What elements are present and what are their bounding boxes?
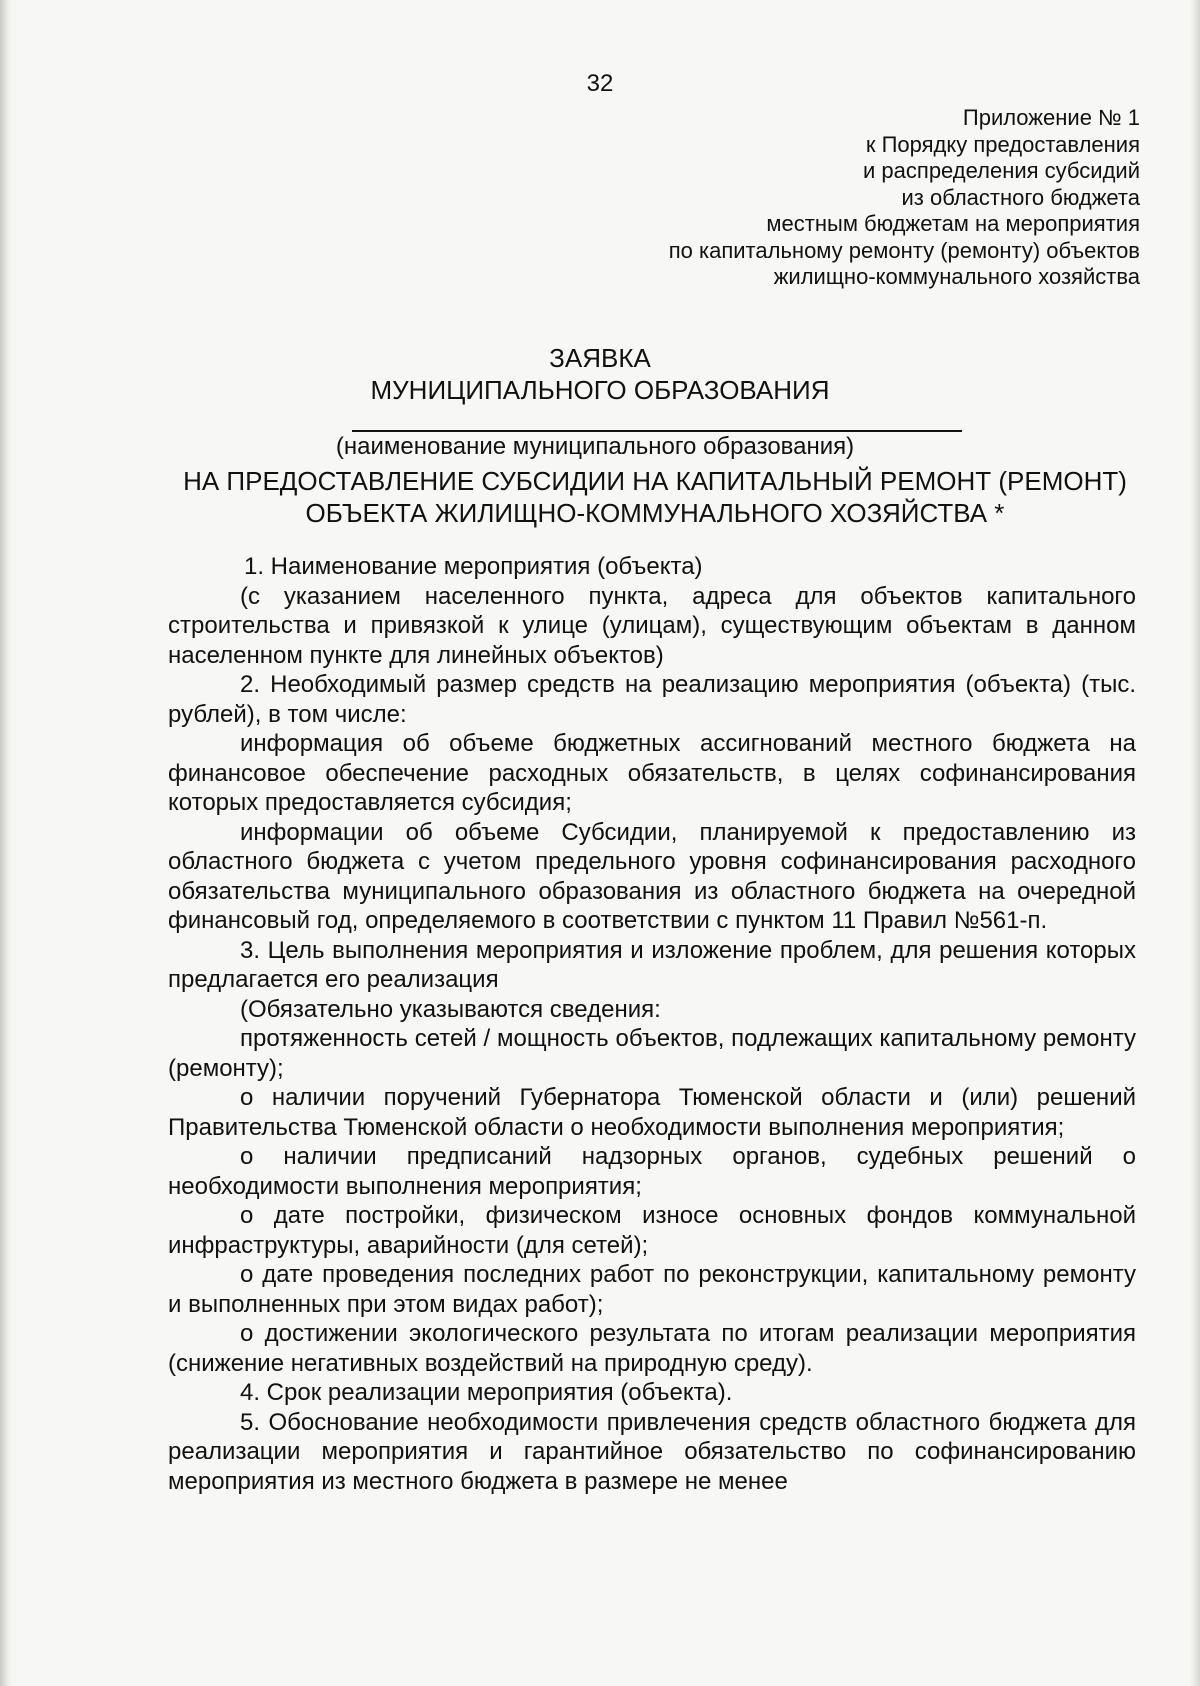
paragraph-budget-info: информация об объеме бюджетных ассигнований местного бюджета на финансовое обеспечение расходных обязательств, в целях софинансирования которых предоставляется субсидия; xyxy=(168,730,1136,816)
appendix-line: из областного бюджета xyxy=(901,184,1140,210)
document-title xyxy=(0,342,1200,406)
municipality-name-blank xyxy=(352,430,962,432)
document-body xyxy=(168,552,1136,1496)
title-line: МУНИЦИПАЛЬНОГО ОБРАЗОВАНИЯ xyxy=(370,375,830,405)
municipality-name-caption: (наименование муниципального образования) xyxy=(335,433,855,460)
appendix-line: местным бюджетам на мероприятия xyxy=(766,211,1140,236)
paragraph-required-info: (Обязательно указываются сведения: xyxy=(240,995,661,1023)
subtitle-line: НА ПРЕДОСТАВЛЕНИЕ СУБСИДИИ НА КАПИТАЛЬНЫЙ РЕМОНТ (РЕМОНТ) xyxy=(183,466,1127,496)
appendix-line: по капитальному ремонту (ремонту) объектов xyxy=(668,237,1140,263)
paragraph-item-2: 2. Необходимый размер средств на реализацию мероприятия (объекта) (тыс. рублей), в том числе: xyxy=(168,671,1136,728)
appendix-line: к Порядку предоставления xyxy=(865,131,1140,157)
paragraph-network-length: протяженность сетей / мощность объектов, подлежащих капитальному ремонту (ремонту); xyxy=(168,1025,1136,1082)
document-subtitle xyxy=(170,465,1140,529)
appendix-line: жилищно-коммунального хозяйства xyxy=(773,264,1140,289)
paragraph-ecological-result: о достижении экологического результата по итогам реализации мероприятия (снижение негативных воздействий на природную среду). xyxy=(168,1320,1136,1377)
subtitle-line: ОБЪЕКТА ЖИЛИЩНО-КОММУНАЛЬНОГО ХОЗЯЙСТВА * xyxy=(305,498,1005,528)
appendix-line: и распределения субсидий xyxy=(863,158,1140,183)
paragraph-last-repairs: о дате проведения последних работ по реконструкции, капитальному ремонту и выполненных при этом видах работ); xyxy=(168,1261,1136,1318)
scan-edge-right xyxy=(1190,0,1200,1686)
paragraph-governor-orders: о наличии поручений Губернатора Тюменской области и (или) решений Правительства Тюменской области о необходимости выполнения мероприятия; xyxy=(168,1084,1136,1141)
paragraph-item-5: 5. Обоснование необходимости привлечения средств областного бюджета для реализации мероприятия и гарантийное обязательство по софинансированию мероприятия из местного бюджета в размере не менее xyxy=(168,1408,1136,1495)
appendix-line: Приложение № 1 xyxy=(962,105,1140,130)
paragraph-item-1-note: (с указанием населенного пункта, адреса для объектов капитального строительства и привязкой к улице (улицам), существующим объектам в данном населенном пункте для линейных объектов) xyxy=(168,582,1136,669)
paragraph-supervisory-orders: о наличии предписаний надзорных органов, судебных решений о необходимости выполнения мероприятия; xyxy=(168,1143,1136,1200)
title-line: ЗАЯВКА xyxy=(549,343,651,373)
paragraph-construction-date: о дате постройки, физическом износе основных фондов коммунальной инфраструктуры, аварийности (для сетей); xyxy=(168,1202,1136,1259)
paragraph-item-1: 1. Наименование мероприятия (объекта) xyxy=(244,553,703,580)
paragraph-item-3: 3. Цель выполнения мероприятия и изложение проблем, для решения которых предлагается его реализация xyxy=(168,936,1136,993)
page-number: 32 xyxy=(586,70,614,97)
paragraph-item-4: 4. Срок реализации мероприятия (объекта). xyxy=(240,1379,733,1406)
appendix-header xyxy=(669,105,1140,291)
paragraph-subsidy-info: информации об объеме Субсидии, планируемой к предоставлению из областного бюджета с учетом предельного уровня софинансирования расходного обязательства муниципального образования из областного бюджета на очередной финансовый год, определяемого в соответствии с пунктом 11 Правил №561-п. xyxy=(168,818,1136,934)
scan-edge-left xyxy=(0,0,12,1686)
